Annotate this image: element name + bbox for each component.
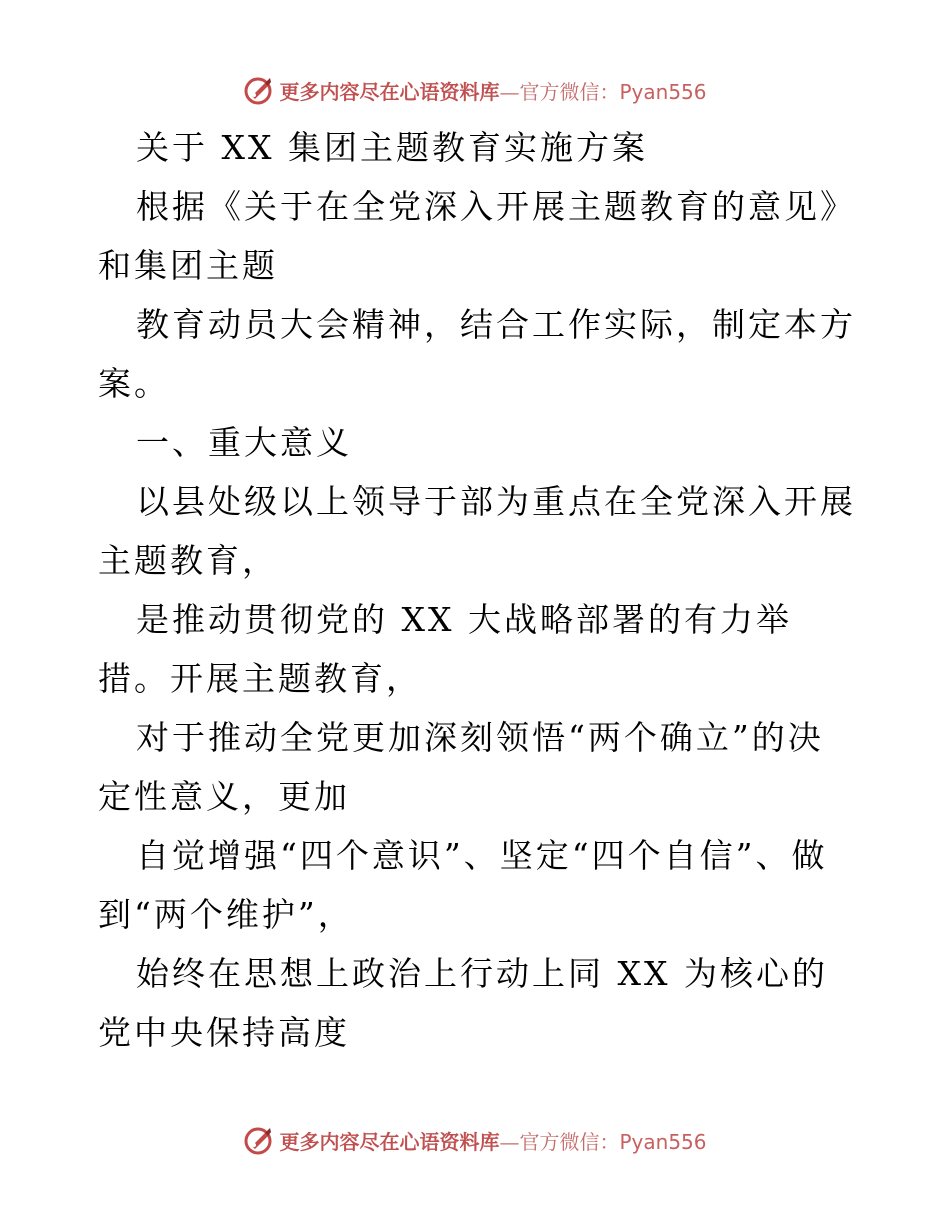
watermark-handle: Pyan556 (619, 79, 707, 104)
watermark-text (279, 1126, 706, 1155)
watermark-handle: Pyan556 (619, 1129, 707, 1154)
watermark-wechat-label: —官方微信： (499, 1129, 620, 1154)
document-body (98, 118, 858, 1062)
section-heading: 一、重大意义 (136, 423, 352, 462)
paragraph-2: 教育动员大会精神，结合工作实际，制定本方案。 (98, 305, 856, 403)
paragraph-7: 始终在思想上政治上行动上同 XX 为核心的党中央保持高度 (98, 954, 828, 1052)
paragraph-1: 根据《关于在全党深入开展主题教育的意见》和集团主题 (98, 187, 856, 285)
pen-seal-logo-icon (243, 74, 275, 106)
watermark-wechat-label: —官方微信： (499, 79, 620, 104)
watermark-site-name: 更多内容尽在心语资料库 (279, 1129, 500, 1154)
watermark-site-name: 更多内容尽在心语资料库 (279, 79, 500, 104)
paragraph-3: 以县处级以上领导于部为重点在全党深入开展主题教育， (98, 482, 856, 580)
watermark-text (279, 76, 706, 105)
document-title: 关于 XX 集团主题教育实施方案 (136, 128, 648, 167)
footer-watermark-banner (0, 1120, 950, 1160)
paragraph-4: 是推动贯彻党的 XX 大战略部署的有力举措。开展主题教育， (98, 600, 792, 698)
pen-seal-logo-icon (243, 1124, 275, 1156)
paragraph-5: 对于推动全党更加深刻领悟“两个确立”的决定性意义，更加 (98, 718, 824, 816)
paragraph-6: 自觉增强“四个意识”、坚定“四个自信”、做到“两个维护”， (98, 836, 828, 934)
header-watermark-banner (0, 70, 950, 110)
